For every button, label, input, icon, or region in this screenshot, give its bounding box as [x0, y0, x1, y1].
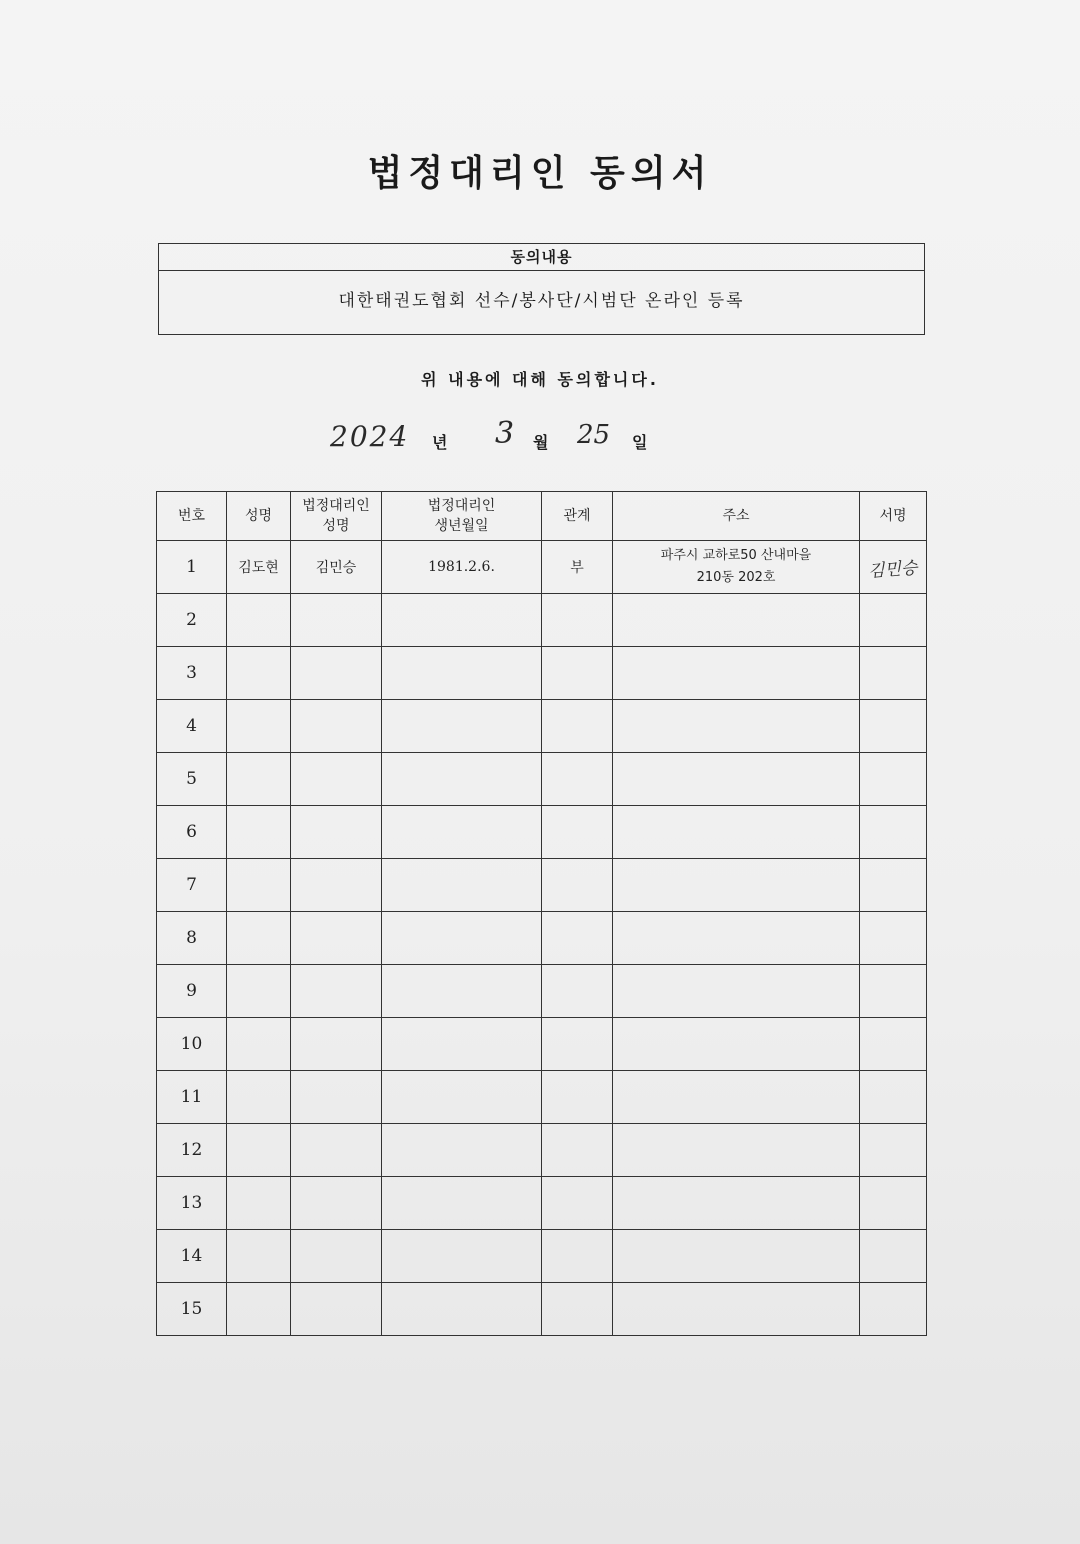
cell-relation: 부	[542, 541, 613, 594]
cell-relation	[542, 700, 613, 753]
cell-guardian-name	[291, 647, 382, 700]
cell-signature	[860, 1177, 927, 1230]
date-year-label: 년	[432, 433, 448, 452]
cell-name	[227, 912, 291, 965]
date-month: 3	[495, 416, 515, 451]
cell-relation	[542, 594, 613, 647]
cell-address	[613, 1018, 860, 1071]
agreement-text: 위 내용에 대해 동의합니다.	[421, 370, 659, 389]
cell-relation	[542, 1018, 613, 1071]
cell-number: 3	[157, 647, 227, 700]
table-row	[157, 965, 927, 1018]
cell-signature	[860, 594, 927, 647]
cell-name: 김도현	[227, 541, 291, 594]
cell-guardian-birth	[382, 965, 542, 1018]
cell-guardian-birth	[382, 1018, 542, 1071]
table-row	[157, 753, 927, 806]
consent-content: 대한태권도협회 선수/봉사단/시범단 온라인 등록	[338, 291, 745, 311]
table-row	[157, 700, 927, 753]
cell-guardian-name	[291, 965, 382, 1018]
cell-name	[227, 1177, 291, 1230]
table-body	[157, 541, 927, 1336]
cell-number: 7	[157, 859, 227, 912]
cell-guardian-birth	[382, 1177, 542, 1230]
header-relation: 관계	[542, 492, 613, 541]
cell-guardian-birth	[382, 594, 542, 647]
date-month-label: 월	[533, 433, 549, 452]
cell-guardian-name	[291, 1283, 382, 1336]
cell-guardian-name	[291, 1071, 382, 1124]
cell-number: 5	[157, 753, 227, 806]
cell-number: 6	[157, 806, 227, 859]
cell-number: 8	[157, 912, 227, 965]
cell-relation	[542, 1071, 613, 1124]
cell-address	[613, 912, 860, 965]
cell-address	[613, 1071, 860, 1124]
cell-relation	[542, 647, 613, 700]
cell-name	[227, 1071, 291, 1124]
cell-number: 13	[157, 1177, 227, 1230]
cell-guardian-birth	[382, 1230, 542, 1283]
cell-guardian-birth	[382, 700, 542, 753]
cell-guardian-name	[291, 1018, 382, 1071]
cell-signature	[860, 1071, 927, 1124]
cell-address	[613, 859, 860, 912]
header-number: 번호	[157, 492, 227, 541]
cell-guardian-name	[291, 912, 382, 965]
cell-address	[613, 1283, 860, 1336]
table-row	[157, 859, 927, 912]
cell-signature	[860, 647, 927, 700]
table-row	[157, 1018, 927, 1071]
cell-signature	[860, 965, 927, 1018]
cell-name	[227, 594, 291, 647]
cell-guardian-name	[291, 1124, 382, 1177]
cell-name	[227, 859, 291, 912]
cell-guardian-name	[291, 753, 382, 806]
table-row	[157, 1283, 927, 1336]
date-line	[0, 412, 1080, 472]
cell-relation	[542, 1177, 613, 1230]
cell-name	[227, 1018, 291, 1071]
cell-name	[227, 753, 291, 806]
cell-address: 파주시 교하로50 산내마을 210동 202호	[613, 541, 860, 594]
cell-guardian-name	[291, 594, 382, 647]
cell-number: 14	[157, 1230, 227, 1283]
cell-guardian-name	[291, 859, 382, 912]
consent-box	[158, 243, 925, 335]
cell-address	[613, 806, 860, 859]
cell-name	[227, 1283, 291, 1336]
table-row	[157, 594, 927, 647]
cell-signature	[860, 912, 927, 965]
table-header-row	[157, 492, 927, 541]
cell-number: 11	[157, 1071, 227, 1124]
cell-relation	[542, 753, 613, 806]
header-guardian-name: 법정대리인 성명	[291, 492, 382, 541]
table-row	[157, 806, 927, 859]
cell-guardian-birth	[382, 647, 542, 700]
cell-signature	[860, 753, 927, 806]
cell-name	[227, 700, 291, 753]
cell-signature	[860, 1230, 927, 1283]
cell-relation	[542, 912, 613, 965]
date-day: 25	[577, 420, 611, 450]
cell-address	[613, 700, 860, 753]
guardian-table	[156, 491, 927, 1336]
cell-address	[613, 647, 860, 700]
cell-number: 2	[157, 594, 227, 647]
cell-guardian-birth	[382, 1283, 542, 1336]
cell-guardian-birth	[382, 912, 542, 965]
cell-guardian-birth	[382, 859, 542, 912]
cell-relation	[542, 859, 613, 912]
table-row	[157, 647, 927, 700]
cell-guardian-name	[291, 1230, 382, 1283]
cell-relation	[542, 1124, 613, 1177]
header-name: 성명	[227, 492, 291, 541]
cell-number: 9	[157, 965, 227, 1018]
handwritten-signature: 김민승	[867, 557, 919, 582]
table-row	[157, 1124, 927, 1177]
cell-number: 1	[157, 541, 227, 594]
cell-guardian-name	[291, 700, 382, 753]
cell-signature	[860, 541, 927, 594]
cell-guardian-name: 김민승	[291, 541, 382, 594]
header-guardian-birth: 법정대리인 생년월일	[382, 492, 542, 541]
cell-number: 4	[157, 700, 227, 753]
cell-guardian-birth: 1981.2.6.	[382, 541, 542, 594]
consent-header: 동의내용	[159, 244, 924, 271]
cell-number: 15	[157, 1283, 227, 1336]
cell-signature	[860, 806, 927, 859]
cell-name	[227, 1230, 291, 1283]
date-year: 2024	[330, 420, 410, 453]
cell-name	[227, 965, 291, 1018]
cell-guardian-birth	[382, 1071, 542, 1124]
cell-relation	[542, 1230, 613, 1283]
cell-signature	[860, 1018, 927, 1071]
cell-address	[613, 1177, 860, 1230]
table-row	[157, 1177, 927, 1230]
cell-name	[227, 806, 291, 859]
cell-address	[613, 965, 860, 1018]
cell-address	[613, 753, 860, 806]
cell-guardian-birth	[382, 806, 542, 859]
header-signature: 서명	[860, 492, 927, 541]
cell-guardian-birth	[382, 753, 542, 806]
cell-address	[613, 1124, 860, 1177]
cell-signature	[860, 859, 927, 912]
cell-number: 10	[157, 1018, 227, 1071]
table-row	[157, 541, 927, 594]
table-row	[157, 1230, 927, 1283]
document-title: 법정대리인 동의서	[367, 153, 713, 194]
cell-relation	[542, 806, 613, 859]
header-address: 주소	[613, 492, 860, 541]
cell-guardian-birth	[382, 1124, 542, 1177]
cell-number: 12	[157, 1124, 227, 1177]
cell-signature	[860, 1283, 927, 1336]
cell-signature	[860, 700, 927, 753]
cell-relation	[542, 965, 613, 1018]
cell-address	[613, 1230, 860, 1283]
cell-address	[613, 594, 860, 647]
table-row	[157, 912, 927, 965]
cell-signature	[860, 1124, 927, 1177]
cell-name	[227, 1124, 291, 1177]
cell-name	[227, 647, 291, 700]
date-day-label: 일	[632, 433, 648, 452]
table-row	[157, 1071, 927, 1124]
cell-relation	[542, 1283, 613, 1336]
cell-guardian-name	[291, 806, 382, 859]
cell-guardian-name	[291, 1177, 382, 1230]
